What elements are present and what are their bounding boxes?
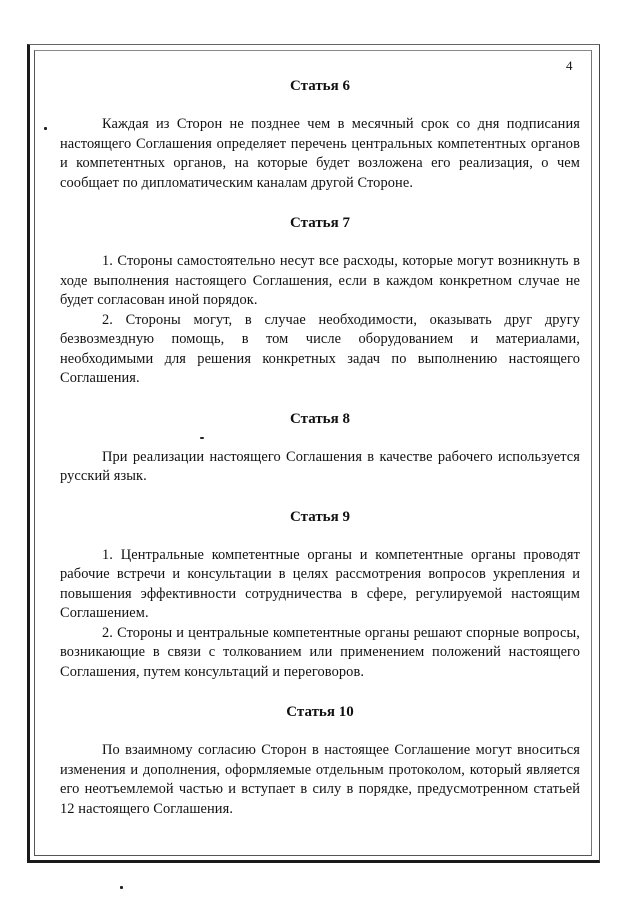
article-9 [60,507,580,683]
article-10 [60,702,580,819]
article-6 [60,76,580,193]
article-paragraph: Каждая из Сторон не позднее чем в месячный срок со дня подписания настоящего Соглашения определяет перечень центральных компетентных органов и компетентных органов, на которые будет возложена его реализация, о чем сообщает по дипломатическим каналам другой Стороне. [60,116,580,191]
scan-speck [44,127,47,130]
article-title: Статья 6 [290,78,350,94]
article-paragraph: При реализации настоящего Соглашения в качестве рабочего используется русский язык. [60,448,580,484]
article-title: Статья 10 [286,704,354,720]
document-body [60,76,580,819]
scan-speck [120,886,123,889]
article-paragraph: 1. Центральные компетентные органы и компетентные органы проводят рабочие встречи и консультации в целях рассмотрения вопросов укрепления и повышения эффективности сотрудничества в сфере, регулируемой настоящим Соглашением. [60,546,580,621]
article-8 [60,409,580,487]
article-7 [60,213,580,389]
article-paragraph: 2. Стороны и центральные компетентные органы решают спорные вопросы, возникающие в связи с толкованием или применением положений настоящего Соглашения, путем консультаций и переговоров. [60,624,580,680]
article-paragraph: 2. Стороны могут, в случае необходимости, оказывать друг другу безвозмездную помощь, в том числе оборудованием и материалами, необходимыми для решения конкретных задач по выполнению настоящего Соглашения. [60,311,580,386]
article-paragraph: По взаимному согласию Сторон в настоящее Соглашение могут вноситься изменения и дополнения, оформляемые отдельным протоколом, который является его неотъемлемой частью и вступает в силу в порядке, предусмотренном статьей 12 настоящего Соглашения. [60,742,580,817]
scan-speck [200,437,204,439]
article-title: Статья 9 [290,508,350,525]
article-paragraph: 1. Стороны самостоятельно несут все расходы, которые могут возникнуть в ходе выполнения настоящего Соглашения, если в каждом конкретном случае не будет согласован иной порядок. [60,253,580,308]
article-title: Статья 8 [290,410,350,427]
article-title: Статья 7 [290,215,350,231]
page-number: 4 [566,58,573,73]
